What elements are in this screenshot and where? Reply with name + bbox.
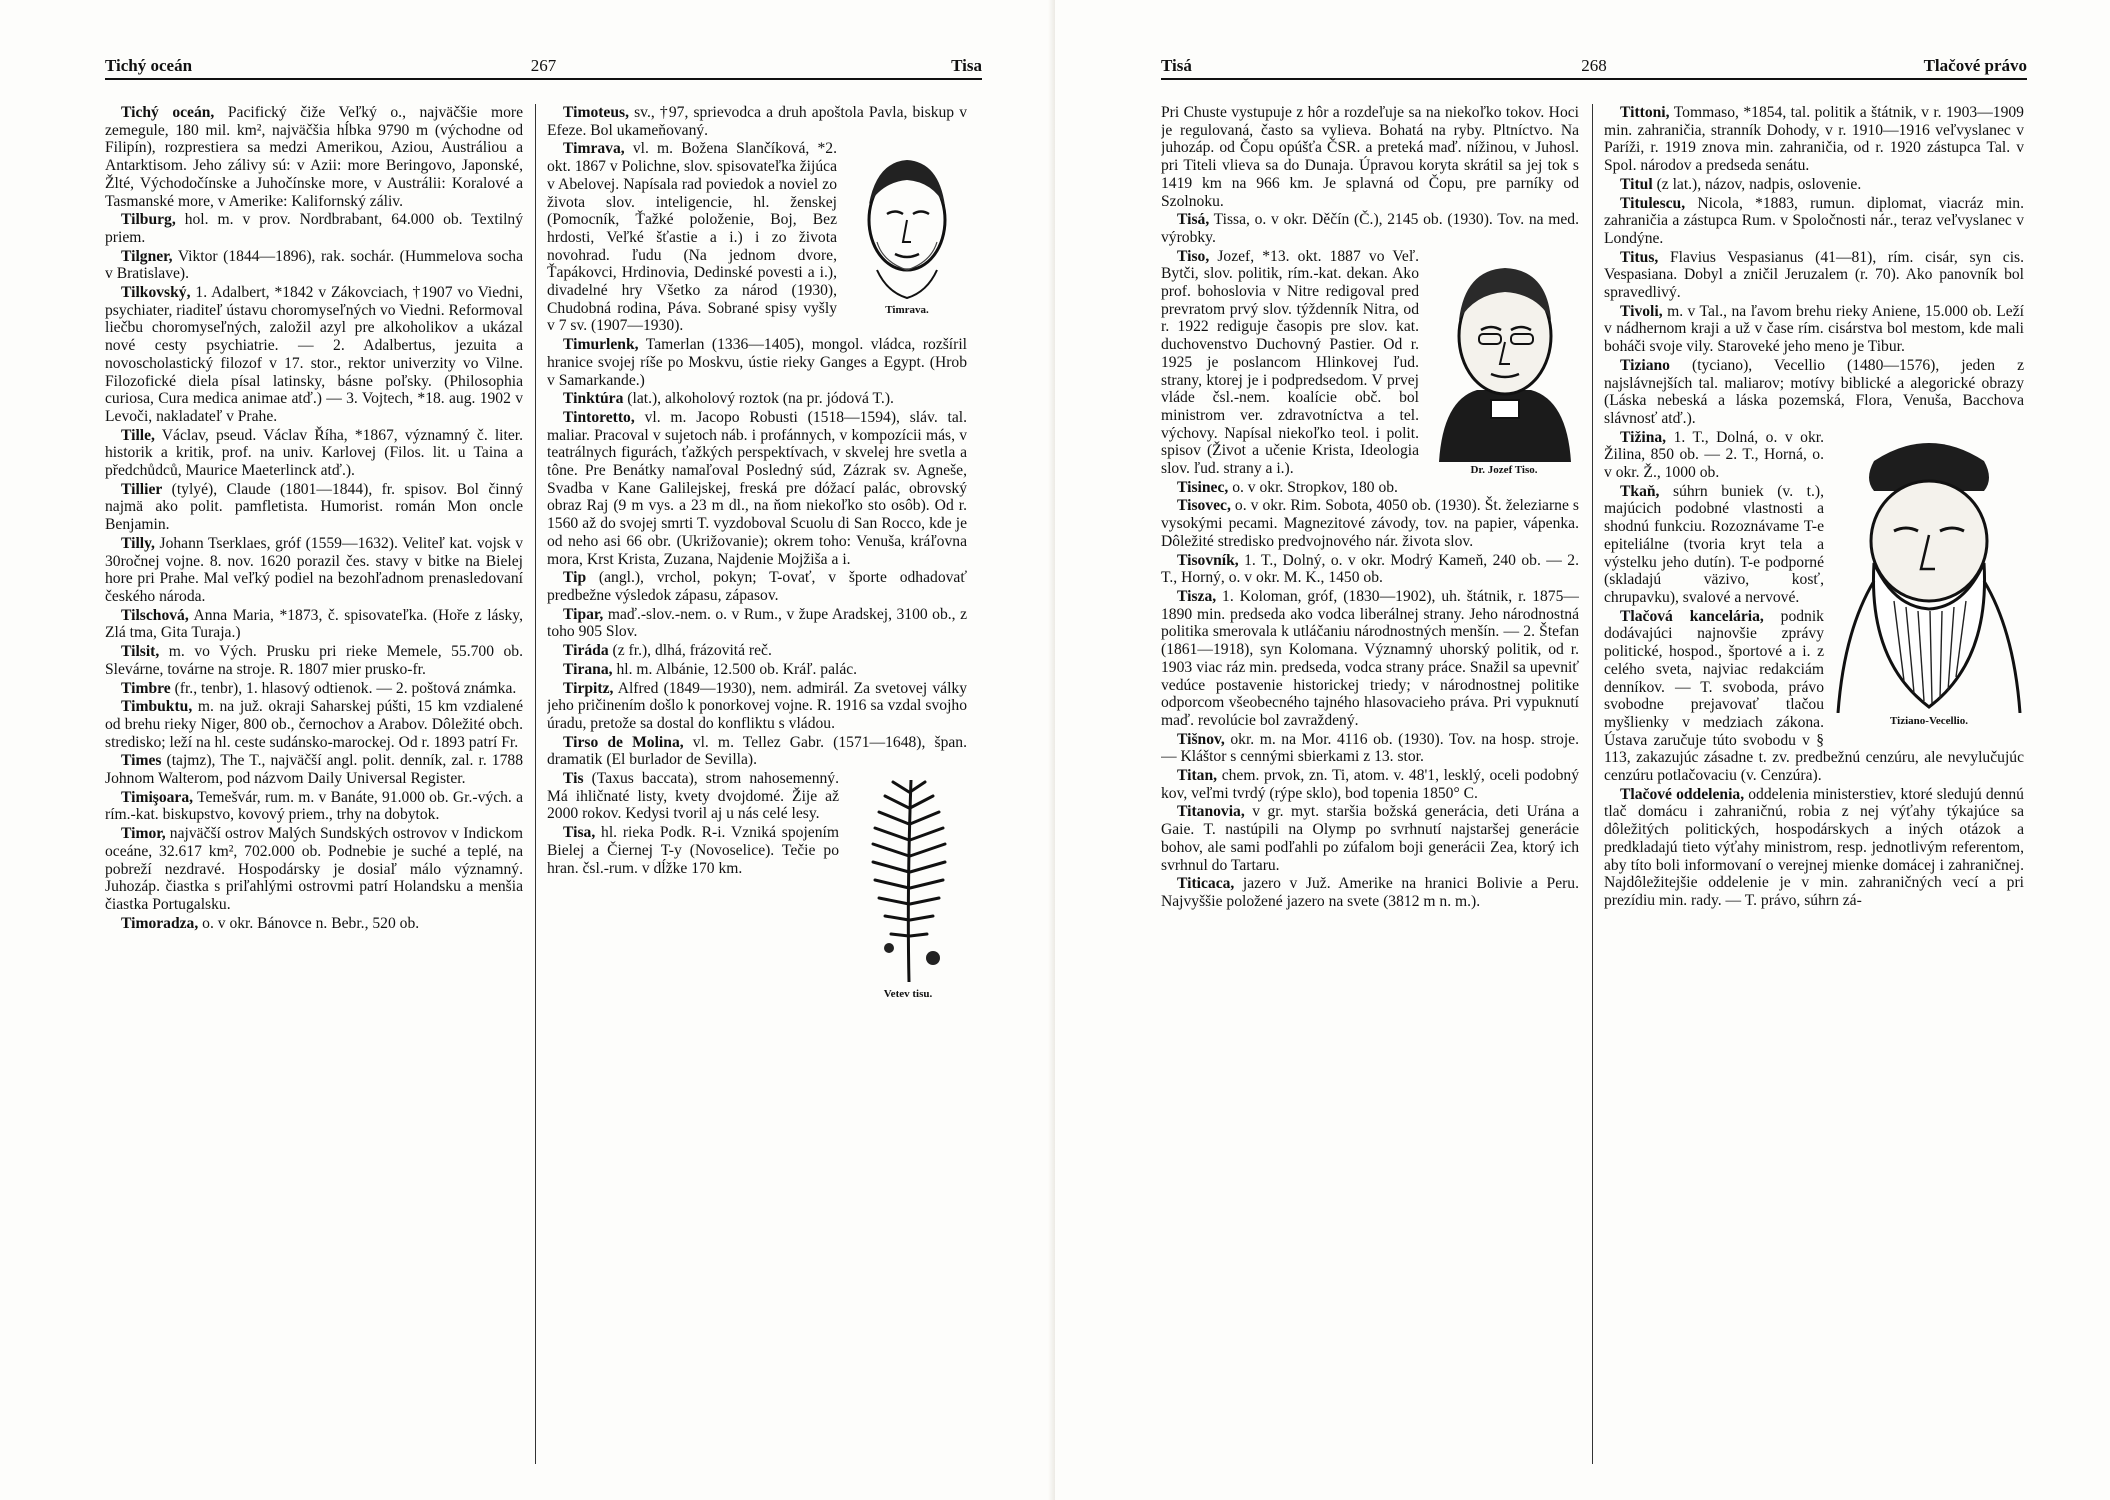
dictionary-entry: [547, 661, 967, 679]
entry-text: Tamerlan (1336—1405), mongol. vládca, rozšíril hranice svojej ríše po Moskvu, ústie rieky Ganges a Egypt. (Hrob v Samarkande.): [547, 336, 967, 389]
entry-text: o. v okr. Rim. Sobota, 4050 ob. (1930). Št. železiarne s vysokými pecami. Magnezitové závody, tov. na papier, vápenka. Dôležité stredisko predvojnového nár. života slov.: [1161, 497, 1579, 550]
dictionary-entry: [547, 734, 967, 769]
dictionary-entry: [1604, 249, 2024, 302]
entry-text: (tajmz), The T., najväčší angl. polit. denník, zal. r. 1788 Johnom Walterom, pod názvom Daily Universal Register.: [105, 752, 523, 788]
entry-text: (tyciano), Vecellio (1480—1576), jeden z najslávnejších tal. maliarov; motívy biblické a alegorické obrazy (Láska nebeská a láska pozemská, Flora, Venuša, Bacchova slávnosť atď.).: [1604, 356, 2024, 427]
entry-text: Tommaso, *1854, tal. politik a štátnik, v r. 1903—1909 min. zahraničia, stranník Dohody, v r. 1910—1916 veľvyslanec v Paríži, r. 1919 znova min. zahraničia, od r. 1920 zástupca Tal. v Spol. národov a predseda senátu.: [1604, 104, 2024, 175]
entry-text: Viktor (1844—1896), rak. sochár. (Hummelova socha v Bratislave).: [105, 247, 523, 283]
figure-tiso-portrait: [1429, 250, 1579, 480]
entry-headword: Tintoretto,: [563, 408, 635, 426]
dictionary-entry: [1604, 357, 2024, 428]
dictionary-entry: [547, 606, 967, 641]
dictionary-entry: [105, 535, 523, 606]
column-left-b: [547, 104, 967, 1464]
entry-headword: Tilly,: [121, 534, 155, 552]
entry-headword: Tisovec,: [1177, 497, 1231, 515]
entry-text: najväčší ostrov Malých Sundských ostrovov v Indickom oceáne, 32.617 km², 702.000 ob. Podnebie je suché a teplé, na pobreží nezdravé. Hospodársky je dosiaľ málo významný. Juhozáp. čiastka s priľahlými ostrovmi patrí Holandsku a menšia čiastka Portugalsku.: [105, 825, 523, 913]
entry-text: 1. Adalbert, *1842 v Zákovciach, †1907 vo Viedni, psychiater, riaditeľ ústavu choromyseľných vo Viedni. Reformoval liečbu choromyseľných, založil azyl pre alkoholikov a ukázal nové cesty psychiatrie. — 2. Adalbertus, jezuita a novoscholastický filozof v 17. stor., rektor univerzity vo Vilne. Filozofické diela písal latinsky, básne poľsky. (Philosophia curiosa, Cura medica animae atď.) — 3. Vojtech, *18. aug. 1902 v Levoči, nakladateľ v Prahe.: [105, 284, 523, 425]
entry-text: 1. Koloman, gróf, (1830—1902), uh. štátnik, r. 1875—1890 min. predseda ako vodca liberálnej strany. Jeho národnostná politika smerovala k utláčaniu národnostných menšín. — 2. Štefan (1861—1918), syn Kolomana. Významný uhorský politik, od r. 1903 viac ráz min. predseda, vodca strany práce. Snažil sa upevniť vedúce postavenie historickej triedy; v národnostnej politike odporcom všeobecného tajného hlasovacieho práva. Pri vypuknutí maď. revolúcie bol zavraždený.: [1161, 587, 1579, 729]
entry-headword: Titul: [1620, 175, 1653, 193]
dictionary-entry: [105, 104, 523, 210]
dictionary-entry: [105, 607, 523, 642]
dictionary-entry: [1604, 104, 2024, 175]
entry-headword: Tiráda: [563, 642, 609, 660]
entry-text: Nicola, *1883, rumun. diplomat, viacráz min. zahraničia a zástupca Rum. v Spoločnosti nár., teraz veľvyslanec v Londýne.: [1604, 194, 2024, 247]
entry-text: oddelenia ministerstiev, ktoré sledujú dennú tlač domácu i zahraničnú, robia z nej výťahy týkajúce sa dôležitých politických, hospodárskych a iných otázok a predkladajú tieto výťahy ministrom, resp. jednotlivým referentom, aby títo boli informovaní o verejnej mienke domácej i zahraničnej. Najdôležitejšie oddelenie je v min. zahraničných vecí a pri prezídiu min. rady. — T. právo, súhrn zá-: [1604, 785, 2024, 909]
entry-text: o. v okr. Bánovce n. Bebr., 520 ob.: [202, 914, 420, 932]
entry-headword: Tillier: [121, 480, 163, 498]
entry-text: podnik dodávajúci najnovšie zprávy politické, hospod., športové a i. z celého sveta, najviac redakciám denníkov. — T. svoboda, právo svobodne prejavovať tlačou myšlienky v medziach zákona. Ústava zaručuje túto svobodu v § 113, zakazujúc zásadne t. zv. predbežnú cenzúru, ale nevylučujúc cenzúru potlačovaciu (v. Cenzúra).: [1604, 607, 2024, 785]
header-first-entry: Tisá: [1161, 56, 1192, 75]
entry-text: m. vo Vých. Prusku pri rieke Memele, 55.700 ob. Slevárne, továrne na stroje. R. 1807 mier prusko-fr.: [105, 643, 523, 678]
dictionary-entry: [1161, 479, 1579, 497]
dictionary-entry: [1161, 588, 1579, 730]
figure-caption: Timrava.: [885, 304, 929, 317]
entry-headword: Tirana,: [563, 660, 613, 678]
entry-headword: Tlačové oddelenia,: [1620, 785, 1745, 803]
entry-headword: Tipar,: [563, 605, 604, 623]
page-number: 268: [1581, 56, 1607, 75]
entry-text: hl. m. Albánie, 12.500 ob. Kráľ. palác.: [616, 660, 858, 678]
running-head-right: [1161, 56, 2027, 80]
entry-headword: Tkaň,: [1620, 482, 1660, 500]
entry-headword: Tivoli,: [1620, 302, 1663, 320]
entry-text: (Taxus baccata), strom nahosemenný. Má ihličnaté listy, kvety dvojdomé. Žije až 2000 rokov. Kedysi tvoril aj u nás celé lesy.: [547, 770, 839, 823]
entry-text: (z lat.), názov, nadpis, oslovenie.: [1656, 175, 1862, 193]
entry-text: v gr. myt. staršia božská generácia, deti Urána a Gaie. T. nastúpili na Olymp po svrhnutí najstaršej generácie bohov, ale sami podľahli po zúfalom boji generácii Zea, ktorý ich svrhnul do Tartaru.: [1161, 803, 1579, 874]
entry-text: súhrn buniek (v. t.), majúcich podobné vlastnosti a shodnú funkciu. Rozoznávame T-e epiteliálne (tvoria kryt tela a výstelku jeho dutín). T-e podporné (skladajú väzivo, kosť, chrupavku), svalové a nervové.: [1604, 482, 1824, 606]
entry-text: (z fr.), dlhá, frázovitá reč.: [612, 642, 772, 660]
entry-text: hl. rieka Podk. R-i. Vzniká spojením Bielej a Čiernej T-y (Novoselice). Tečie po hran. čsl.-rum. v dĺžke 170 km.: [547, 824, 839, 877]
entry-headword: Tisovník,: [1177, 551, 1239, 569]
entry-headword: Tirso de Molina,: [563, 733, 684, 751]
entry-headword: Tinktúra: [563, 390, 624, 408]
entry-text: Václav, pseud. Václav Říha, *1867, významný č. liter. historik a kritik, prof. na univ. Karlovej (Filos. lit. u Taina a předchůdců, Maurice Maeterlinck atď.).: [105, 426, 523, 480]
dictionary-entry: [105, 789, 523, 824]
entry-headword: Timoteus,: [563, 104, 629, 121]
entry-headword: Tisá,: [1177, 211, 1210, 229]
header-last-entry: Tlačové právo: [1923, 56, 2027, 75]
entry-text: 1. T., Dolná, o. v okr. Žilina, 850 ob. — 2. T., Horná, o. v okr. Ž., 1000 ob.: [1604, 428, 1824, 482]
entry-headword: Tip: [563, 569, 587, 587]
dictionary-entry: [1161, 803, 1579, 874]
header-first-entry: Tichý oceán: [105, 56, 193, 75]
dictionary-entry: [105, 248, 523, 283]
portrait-drawing: [1429, 250, 1579, 462]
entry-headword: Tisinec,: [1177, 478, 1229, 496]
entry-headword: Titicaca,: [1177, 875, 1235, 893]
entry-headword: Tirpitz,: [563, 679, 614, 697]
entry-headword: Timoradza,: [121, 914, 199, 932]
entry-text: maď.-slov.-nem. o. v Rum., v župe Aradskej, 3100 ob., z toho 905 Slov.: [547, 605, 967, 641]
dictionary-entry: [1161, 552, 1579, 587]
entry-headword: Timbre: [121, 679, 171, 697]
dictionary-entry: [105, 427, 523, 480]
entry-headword: Tlačová kancelária,: [1620, 607, 1764, 625]
dictionary-entry: [105, 825, 523, 914]
dictionary-entry: [105, 284, 523, 426]
entry-headword: Tilburg,: [121, 211, 176, 229]
dictionary-entry: [1604, 195, 2024, 248]
entry-headword: Timor,: [121, 825, 166, 843]
entry-headword: Tille,: [121, 426, 155, 444]
dictionary-entry: [1161, 104, 1579, 210]
entry-text: Alfred (1849—1930), nem. admirál. Za svetovej války jeho pričinením došlo k ponorkovej vojne. R. 1916 sa vzdal svojho úradu, pretože sa dostal do konfliktu s vládou.: [547, 679, 967, 732]
entry-text: (lat.), alkoholový roztok (na pr. jódová T.).: [627, 390, 894, 408]
page-number: 267: [530, 56, 557, 75]
figure-caption: Tiziano-Vecellio.: [1890, 714, 1968, 727]
entry-text: Pacifický čiže Veľký o., najväčšie more zemegule, 180 mil. km², najväčšia hĺbka 9790 m (východne od Filipín), rozprestiera sa medzi Amerikou, Aziou, Austráliou a Antarktisom. Jeho zálivy sú: v Azii: more Beringovo, Japonské, Žlté, Východočínske a Juhočínske more, v Austrálii: Koralové a Tasmanské more, v Amerike: Kalifornský záliv.: [105, 104, 523, 210]
dictionary-entry: [547, 409, 967, 568]
entry-text: Jozef, *13. okt. 1887 vo Veľ. Bytči, slov. politik, rím.-kat. dekan. Ako prof. bohoslovia v Nitre redigoval pred prevratom prvý slov. týždenník Nitra, od r. 1922 rediguje časopis pre slov. kat. duchovenstvo Duchovný Pastier. Od r. 1925 je poslancom Hlinkovej ľud. strany, ktorej je i podpredsedom. V prvej vláde čsl.-nem. koalície obč. bol ministrom ver. zdravotníctva a tel. výchovy. Napísal niekoľko teol. i polit. spisov (Život a učenie Krista, Ideologia slov. ľud. strany a i.).: [1161, 247, 1420, 478]
entry-text: vl. m. Božena Slančíková, *2. okt. 1867 v Polichne, slov. spisovateľka žijúca v Abelovej. Napísala rad poviedok a noviel zo života slov. inteligencie, hl. ženskej (Pomocník, Ťažké položenie, Boj, Bez hrdosti, Veľké šťastie a i.) i zo života novohrad. ľudu (Na jednom dvore, Ťapákovci, Hrdinovia, Dedinské povesti a i.), divadelné hry Všetko za národ (1930), Chudobná rodina, Páva. Sobrané spisy vyšly v 7 sv. (1907—1930).: [547, 140, 837, 335]
dictionary-entry: [105, 680, 523, 698]
entry-text: 1. T., Dolný, o. v okr. Modrý Kameň, 240 ob. — 2. T., Horný, o. v okr. M. K., 1450 ob.: [1161, 551, 1579, 587]
entry-text: o. v okr. Stropkov, 180 ob.: [1232, 478, 1398, 496]
right-page: [1055, 0, 2110, 1500]
portrait-drawing: [847, 142, 967, 302]
entry-text: (angl.), vrchol, pokyn; T-ovať, v športe odhadovať predbežne výsledok zápasu, zápasov.: [547, 569, 967, 604]
entry-headword: Timurlenk,: [563, 336, 639, 354]
dictionary-entry: [547, 390, 967, 408]
dictionary-entry: [547, 642, 967, 660]
dictionary-entry: [105, 915, 523, 933]
figure-caption: Dr. Jozef Tiso.: [1470, 463, 1538, 476]
entry-headword: Titus,: [1620, 248, 1659, 266]
entry-headword: Tiziano: [1620, 356, 1670, 374]
column-divider: [1592, 104, 1593, 1464]
dictionary-entry: [1604, 303, 2024, 356]
entry-text: (fr., tenbr), 1. hlasový odtienok. — 2. poštová známka.: [174, 679, 517, 697]
entry-headword: Timişoara,: [121, 788, 194, 806]
entry-text: Pri Chuste vystupuje z hôr a rozdeľuje sa na niekoľko tokov. Hoci je regulovaná, často sa vylieva. Bohatá na ryby. Pltníctvo. Na juhozáp. od Čopu opúšťa ČSR. a preteká maď. nížinou, v Juhosl. pri Titeli vlieva sa do Dunaja. Úpravou koryta skrátil sa jej tok s 1419 km na 966 km. Je splavná od Čopu, pre parníky od Szolnoku.: [1161, 104, 1579, 210]
dictionary-entry: [1161, 767, 1579, 802]
dictionary-entry: [1161, 497, 1579, 550]
dictionary-entry: [1604, 176, 2024, 194]
entry-headword: Timbuktu,: [121, 698, 193, 716]
column-right-b: [1604, 104, 2024, 1464]
dictionary-entry: [547, 336, 967, 389]
entry-headword: Tilschová,: [121, 606, 189, 624]
header-last-entry: Tisa: [951, 56, 982, 75]
entry-headword: Titan,: [1177, 767, 1218, 785]
dictionary-entry: [547, 680, 967, 733]
figure-yew-branch: [849, 772, 967, 1004]
entry-headword: Tilsit,: [121, 643, 160, 661]
entry-text: jazero v Juž. Amerike na hranici Bolivie a Peru. Najvyššie položené jazero na svete (3812 m n. m.).: [1161, 875, 1579, 910]
column-left-a: [105, 104, 523, 1464]
entry-text: vl. m. Jacopo Robusti (1518—1594), sláv. tal. maliar. Pracoval v sujetoch náb. i profánnych, v kompozícii más, v teatrálnych figurách, ťažkých perspektívach, v skvelej hre svetla a tône. Pre Benátky namaľoval Posledný súd, Zázrak sv. Agneše, Svadba v Kane Galilejskej, freská pre dóžací palác, obrovský obraz Raj (9 m vys. a 23 m dl., na ňom niekoľko sto osôb). Od r. 1560 až do svojej smrti T. vyzdoboval Scuolu di San Rocco, kde je od neho asi 66 obr. (Ukrižovanie); okrem toho: Venuša, kráľovna mora, Krst Krista, Zuzana, Najdenie Mojžiša a i.: [547, 408, 967, 568]
entry-text: okr. m. na Mor. 4116 ob. (1930). Tov. na hosp. stroje. — Kláštor s cennými sbierkami z 13. stor.: [1161, 730, 1579, 766]
entry-headword: Tižina,: [1620, 428, 1667, 446]
figure-caption: Vetev tisu.: [883, 988, 933, 1001]
entry-headword: Titanovia,: [1177, 803, 1245, 821]
dictionary-entry: [547, 569, 967, 604]
entry-headword: Tišnov,: [1177, 730, 1225, 748]
entry-text: m. na juž. okraji Saharskej púšti, 15 km vzdialené od brehu rieky Niger, 800 ob., černochov a Arabov. Dôležité obch. stredisko; leží na hl. ceste sudánsko-marockej. Od r. 1893 patrí Fr.: [105, 698, 523, 751]
entry-headword: Tittoni,: [1620, 104, 1670, 121]
entry-headword: Titulescu,: [1620, 194, 1686, 212]
dictionary-entry: [1604, 786, 2024, 910]
yew-branch-drawing: [849, 772, 967, 986]
entry-text: Johann Tserklaes, gróf (1559—1632). Veliteľ kat. vojsk v 30ročnej vojne. 8. nov. 1620 porazil čes. stavy v bitke na Bielej hore pri Prahe. Mal veľký podiel na bezohľadnom prenasledovaní českého národa.: [105, 534, 523, 605]
entry-headword: Tilkovský,: [121, 284, 191, 302]
entry-text: hol. m. v prov. Nordbrabant, 64.000 ob. Textilný priem.: [105, 211, 523, 246]
dictionary-entry: [105, 643, 523, 678]
entry-text: Flavius Vespasianus (41—81), rím. cisár, syn cis. Vespasiana. Dobyl a zničil Jeruzalem (r. 70). Ako panovník bol spravedlivý.: [1604, 248, 2024, 302]
entry-headword: Times: [121, 752, 162, 770]
entry-headword: Tiso,: [1177, 247, 1210, 265]
entry-headword: Tilgner,: [121, 247, 173, 265]
entry-text: chem. prvok, zn. Ti, atom. v. 48'1, lesklý, oceli podobný kov, veľmi tvrdý (rýpe sklo), bod topenia 1850° C.: [1161, 767, 1579, 802]
entry-text: Anna Maria, *1873, č. spisovateľka. (Hoře z lásky, Zlá tma, Gita Turaja.): [105, 606, 523, 642]
dictionary-entry: [1161, 211, 1579, 246]
dictionary-entry: [105, 211, 523, 246]
dictionary-entry: [105, 752, 523, 787]
entry-text: Temešvár, rum. m. v Banáte, 91.000 ob. Gr.-vých. a rím.-kat. biskupstvo, kovový priem., trhy na dobytok.: [105, 788, 523, 824]
dictionary-entry: [105, 481, 523, 534]
entry-headword: Tisa,: [563, 824, 596, 842]
dictionary-entry: [1161, 875, 1579, 910]
column-divider: [535, 104, 536, 1464]
portrait-drawing: [1834, 431, 2024, 713]
entry-text: sv., †97, sprievodca a druh apoštola Pavla, biskup v Efeze. Bol ukameňovaný.: [547, 104, 967, 139]
entry-headword: Timrava,: [563, 140, 625, 158]
figure-tiziano-portrait: [1834, 431, 2024, 731]
running-head-left: [105, 56, 982, 80]
column-right-a: [1161, 104, 1579, 1464]
entry-text: vl. m. Tellez Gabr. (1571—1648), špan. dramatik (El burlador de Sevilla).: [547, 733, 967, 769]
entry-text: m. v Tal., na ľavom brehu rieky Aniene, 15.000 ob. Leží v nádhernom kraji a už v čase rím. cisárstva bol mestom, kde mali boháči svoje vily. Staroveké jeho meno je Tibur.: [1604, 302, 2024, 356]
entry-headword: Tichý oceán,: [121, 104, 215, 121]
dictionary-entry: [547, 104, 967, 139]
entry-text: (tylyé), Claude (1801—1844), fr. spisov. Bol činný najmä ako polit. pamfletista. Humorist. román Mon oncle Benjamin.: [105, 480, 523, 534]
entry-headword: Tisza,: [1177, 587, 1217, 605]
dictionary-entry: [105, 698, 523, 751]
entry-headword: Tis: [563, 770, 584, 788]
entry-text: Tissa, o. v okr. Děčín (Č.), 2145 ob. (1930). Tov. na med. výrobky.: [1161, 211, 1579, 246]
dictionary-entry: [1161, 731, 1579, 766]
figure-timrava-portrait: [847, 142, 967, 320]
